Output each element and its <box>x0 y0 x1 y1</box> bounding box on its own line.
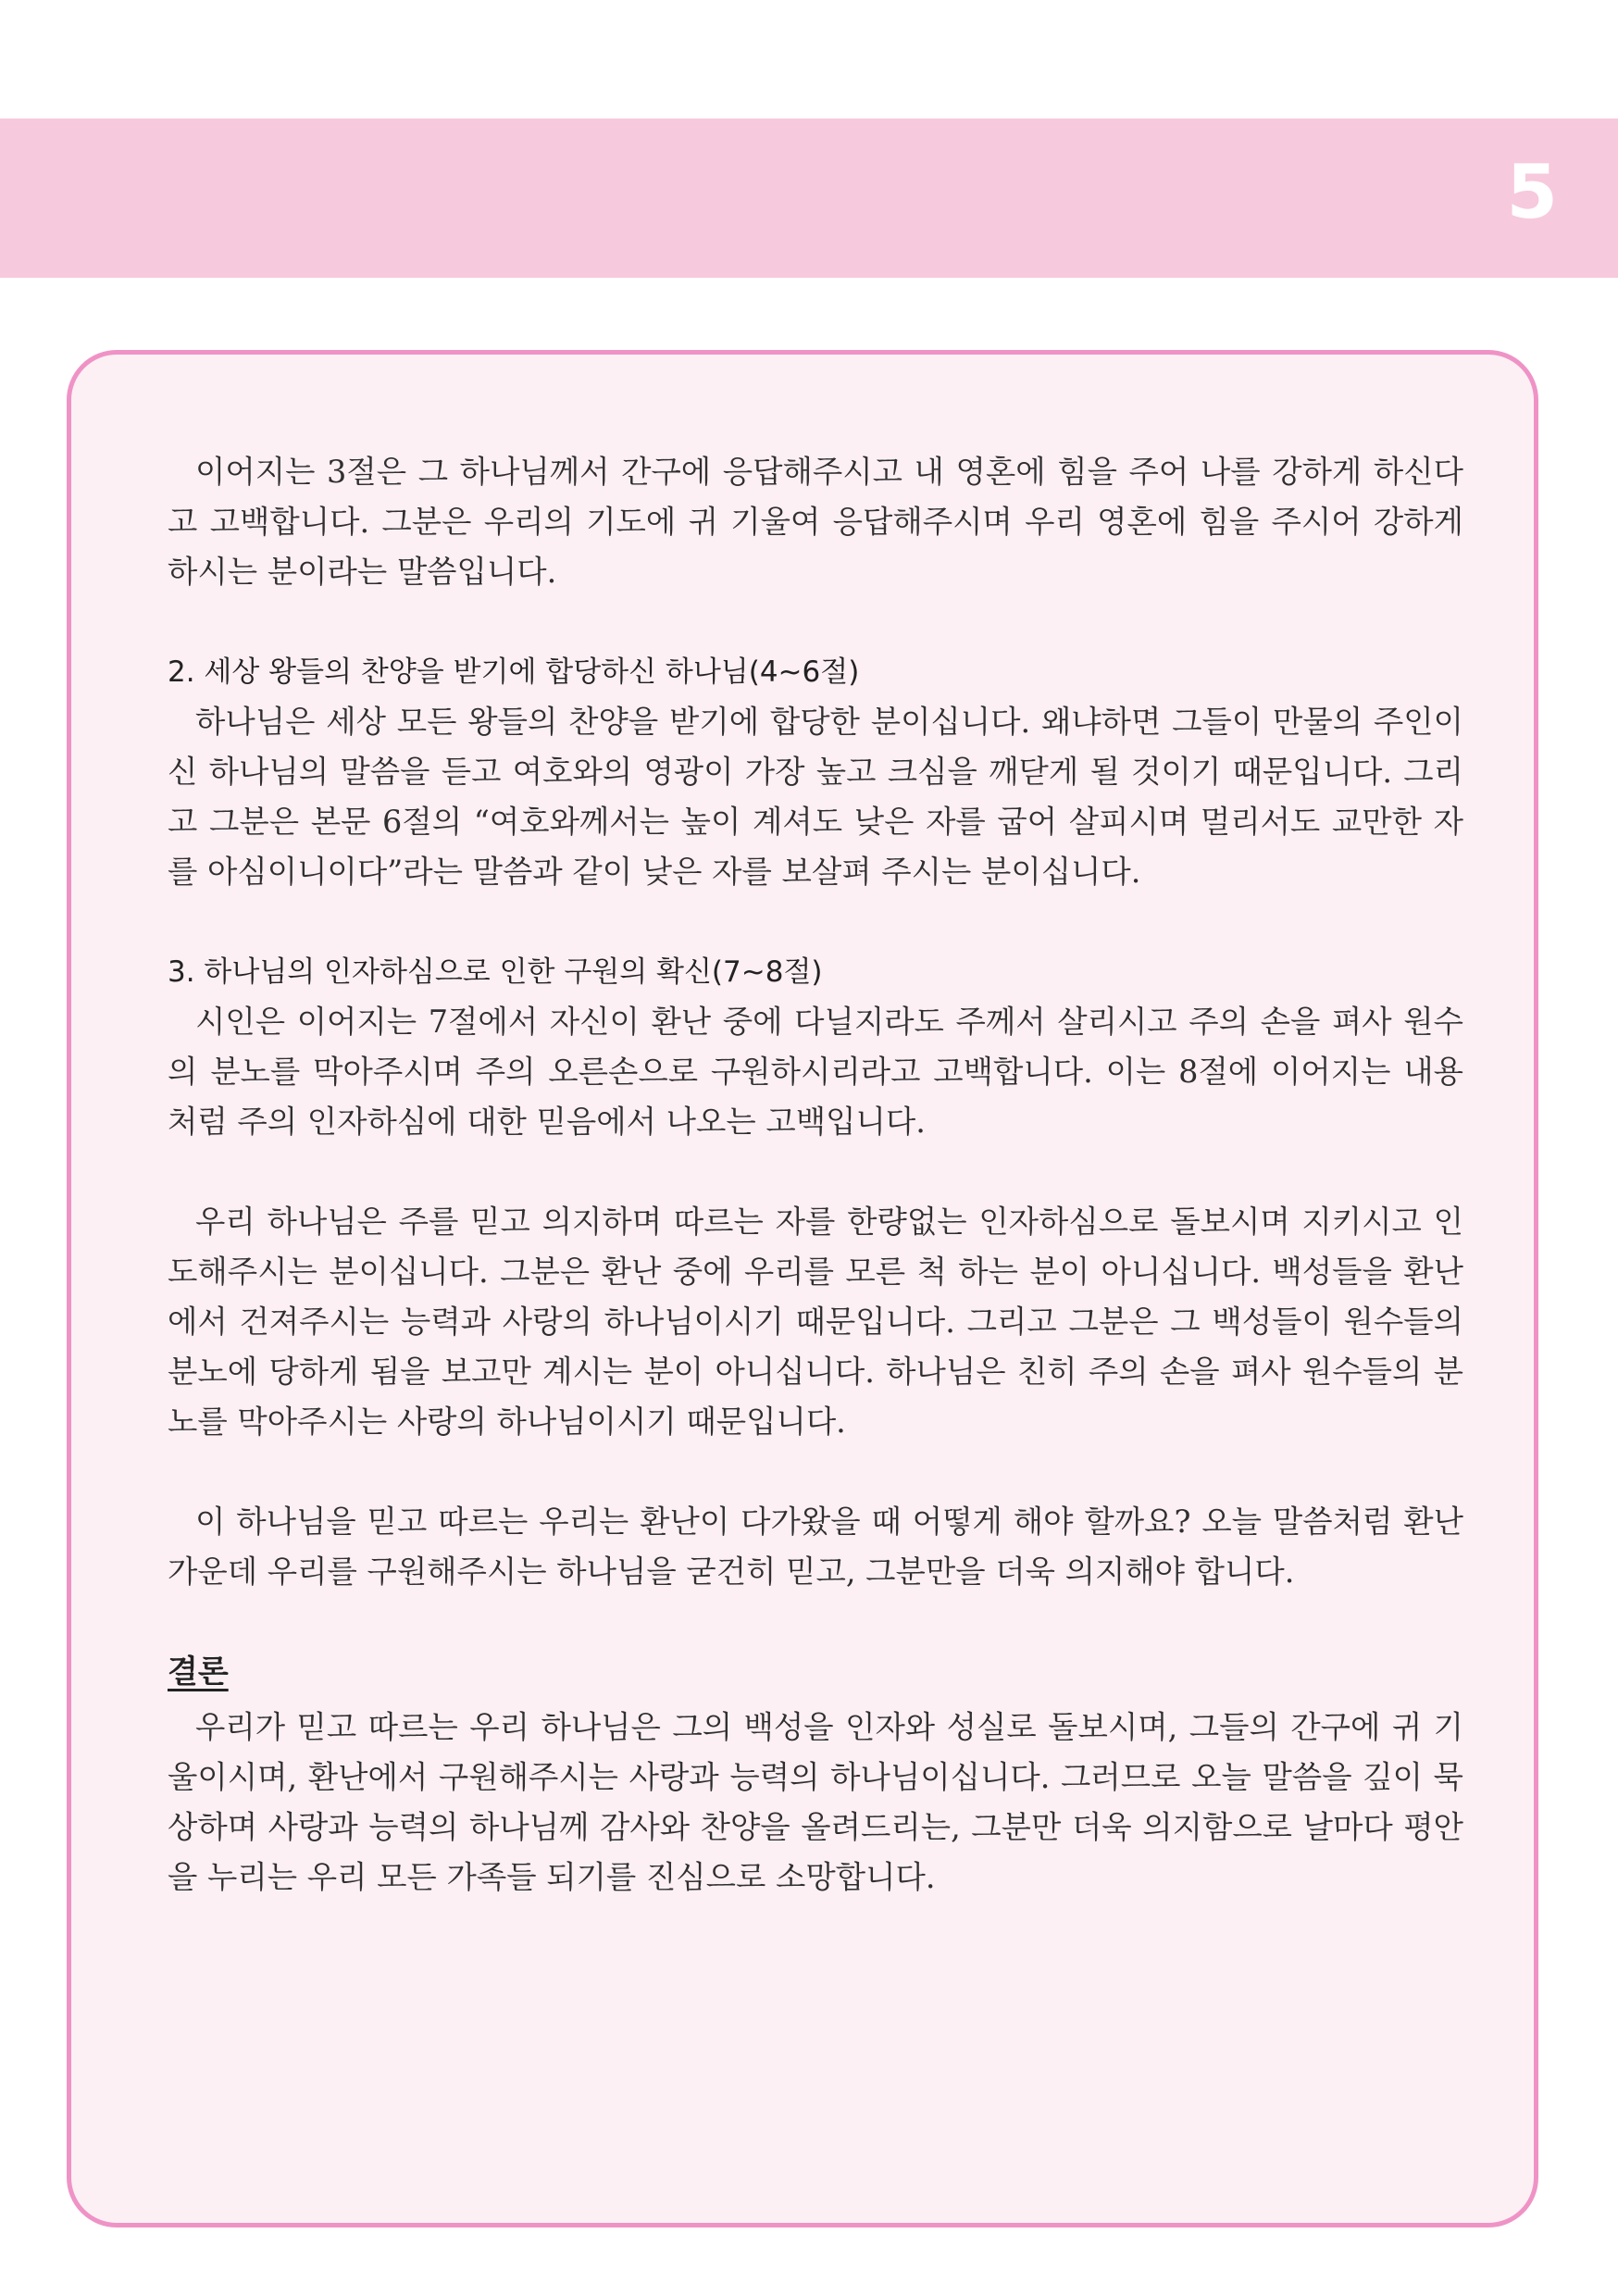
header-band <box>0 119 1618 278</box>
paragraph-question: 이 하나님을 믿고 따르는 우리는 환난이 다가왔을 때 어떻게 해야 할까요? 오늘 말씀처럼 환난 가운데 우리를 구원해주시는 하나님을 굳건히 믿고, 그분만을 더욱 의지해야 합니다. <box>168 1504 1463 1590</box>
content-box <box>67 350 1538 2227</box>
content-body <box>168 447 1463 1903</box>
conclusion-heading: 결론 <box>168 1653 229 1691</box>
page-number: 5 <box>1506 149 1559 235</box>
section-heading-2: 2. 세상 왕들의 찬양을 받기에 합당하신 하나님(4~6절) <box>168 655 860 689</box>
paragraph-god-care: 우리 하나님은 주를 믿고 의지하며 따르는 자를 한량없는 인자하심으로 돌보시며 지키시고 인도해주시는 분이십니다. 그분은 환난 중에 우리를 모른 척 하는 분이 아니십니다. 백성들을 환난에서 건져주시는 능력과 사랑의 하나님이시기 때문입니다. 그리고 그분은 그 백성들이 원수들의 분노에 당하게 됨을 보고만 계시는 분이 아니십니다. 하나님은 친히 주의 손을 펴사 원수들의 분노를 막아주시는 사랑의 하나님이시기 때문입니다. <box>168 1204 1463 1440</box>
section-heading-3: 3. 하나님의 인자하심으로 인한 구원의 확신(7~8절) <box>168 955 823 989</box>
paragraph-section-2: 하나님은 세상 모든 왕들의 찬양을 받기에 합당한 분이십니다. 왜냐하면 그들이 만물의 주인이신 하나님의 말씀을 듣고 여호와의 영광이 가장 높고 크심을 깨닫게 될 것이기 때문입니다. 그리고 그분은 본문 6절의 “여호와께서는 높이 계셔도 낮은 자를 굽어 살피시며 멀리서도 교만한 자를 아심이니이다”라는 말씀과 같이 낮은 자를 보살펴 주시는 분이십니다. <box>168 704 1463 890</box>
paragraph-conclusion: 우리가 믿고 따르는 우리 하나님은 그의 백성을 인자와 성실로 돌보시며, 그들의 간구에 귀 기울이시며, 환난에서 구원해주시는 사랑과 능력의 하나님이십니다. 그러므로 오늘 말씀을 깊이 묵상하며 사랑과 능력의 하나님께 감사와 찬양을 올려드리는, 그분만 더욱 의지함으로 날마다 평안을 누리는 우리 모든 가족들 되기를 진심으로 소망합니다. <box>168 1709 1463 1895</box>
paragraph-intro: 이어지는 3절은 그 하나님께서 간구에 응답해주시고 내 영혼에 힘을 주어 나를 강하게 하신다고 고백합니다. 그분은 우리의 기도에 귀 기울여 응답해주시며 우리 영혼에 힘을 주시어 강하게 하시는 분이라는 말씀입니다. <box>168 454 1463 590</box>
paragraph-section-3: 시인은 이어지는 7절에서 자신이 환난 중에 다닐지라도 주께서 살리시고 주의 손을 펴사 원수의 분노를 막아주시며 주의 오른손으로 구원하시리라고 고백합니다. 이는 8절에 이어지는 내용처럼 주의 인자하심에 대한 믿음에서 나오는 고백입니다. <box>168 1004 1463 1140</box>
